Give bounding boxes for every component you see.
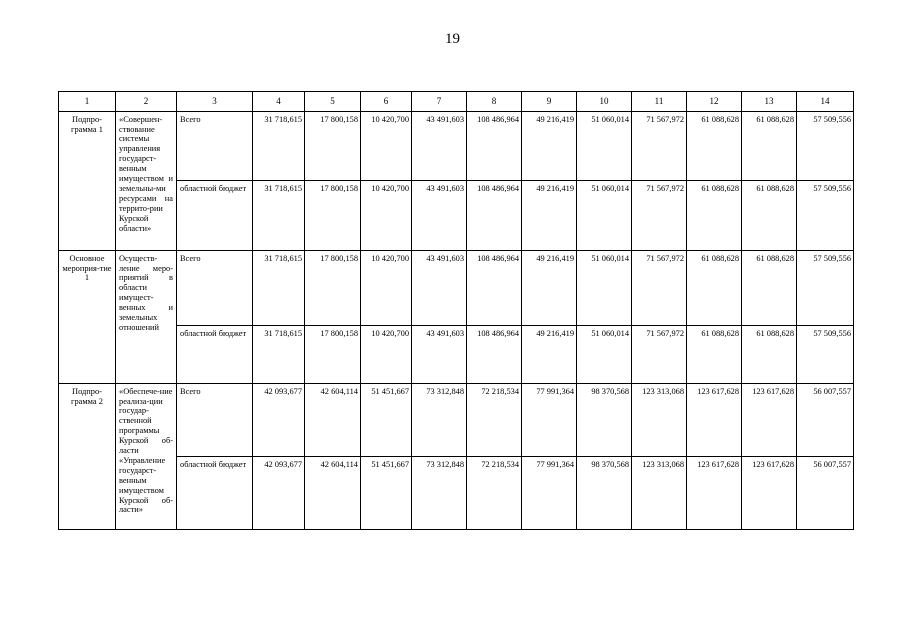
table-row (59, 180, 854, 250)
value-cell: 51 060,014 (577, 111, 632, 180)
table-row (59, 325, 854, 383)
value-cell: 31 718,615 (253, 325, 305, 383)
value-cell: 49 216,419 (522, 250, 577, 325)
value-cell: 43 491,603 (412, 325, 467, 383)
value-cell: 31 718,615 (253, 250, 305, 325)
column-header: 8 (467, 92, 522, 112)
column-header: 9 (522, 92, 577, 112)
program-name-cell: «Обеспече-ние реализа-ции государ-ственной программы Курской об-ласти «Управление государст-венным имуществом Курской об-ласти» (116, 383, 177, 529)
column-header: 6 (361, 92, 412, 112)
value-cell: 61 088,628 (687, 180, 742, 250)
value-cell: 43 491,603 (412, 111, 467, 180)
program-name-cell: Осуществ-ление меро-приятий в области имущест-венных и земельных отношений (116, 250, 177, 383)
value-cell: 49 216,419 (522, 325, 577, 383)
table-row (59, 383, 854, 456)
value-cell: 43 491,603 (412, 180, 467, 250)
value-cell: 17 800,158 (305, 180, 361, 250)
funding-source-cell: Всего (177, 250, 253, 325)
value-cell: 57 509,556 (797, 325, 854, 383)
value-cell: 98 370,568 (577, 383, 632, 456)
value-cell: 43 491,603 (412, 250, 467, 325)
value-cell: 123 617,628 (742, 456, 797, 529)
column-header: 14 (797, 92, 854, 112)
value-cell: 123 313,068 (632, 456, 687, 529)
value-cell: 17 800,158 (305, 111, 361, 180)
column-header: 4 (253, 92, 305, 112)
value-cell: 51 451,667 (361, 383, 412, 456)
column-header: 5 (305, 92, 361, 112)
column-header: 11 (632, 92, 687, 112)
value-cell: 51 451,667 (361, 456, 412, 529)
value-cell: 17 800,158 (305, 325, 361, 383)
table-row (59, 456, 854, 529)
funding-source-cell: областной бюджет (177, 456, 253, 529)
value-cell: 108 486,964 (467, 180, 522, 250)
value-cell: 108 486,964 (467, 111, 522, 180)
value-cell: 123 617,628 (742, 383, 797, 456)
value-cell: 71 567,972 (632, 180, 687, 250)
value-cell: 61 088,628 (687, 325, 742, 383)
program-code-cell: Основное мероприя-тие 1 (59, 250, 116, 383)
value-cell: 57 509,556 (797, 111, 854, 180)
value-cell: 77 991,364 (522, 456, 577, 529)
value-cell: 71 567,972 (632, 111, 687, 180)
value-cell: 108 486,964 (467, 250, 522, 325)
value-cell: 73 312,848 (412, 383, 467, 456)
value-cell: 61 088,628 (742, 180, 797, 250)
value-cell: 56 007,557 (797, 383, 854, 456)
table-row (59, 111, 854, 180)
value-cell: 77 991,364 (522, 383, 577, 456)
table-row (59, 250, 854, 325)
value-cell: 42 604,114 (305, 456, 361, 529)
value-cell: 10 420,700 (361, 325, 412, 383)
value-cell: 123 617,628 (687, 456, 742, 529)
value-cell: 49 216,419 (522, 180, 577, 250)
value-cell: 61 088,628 (687, 250, 742, 325)
value-cell: 108 486,964 (467, 325, 522, 383)
value-cell: 61 088,628 (742, 111, 797, 180)
value-cell: 10 420,700 (361, 250, 412, 325)
value-cell: 98 370,568 (577, 456, 632, 529)
value-cell: 42 604,114 (305, 383, 361, 456)
value-cell: 10 420,700 (361, 180, 412, 250)
value-cell: 42 093,677 (253, 456, 305, 529)
value-cell: 61 088,628 (687, 111, 742, 180)
value-cell: 17 800,158 (305, 250, 361, 325)
value-cell: 56 007,557 (797, 456, 854, 529)
funding-source-cell: Всего (177, 383, 253, 456)
page-number: 19 (445, 31, 460, 47)
column-header: 1 (59, 92, 116, 112)
value-cell: 10 420,700 (361, 111, 412, 180)
value-cell: 71 567,972 (632, 325, 687, 383)
value-cell: 49 216,419 (522, 111, 577, 180)
value-cell: 72 218,534 (467, 383, 522, 456)
program-code-cell: Подпро-грамма 1 (59, 111, 116, 250)
value-cell: 51 060,014 (577, 250, 632, 325)
value-cell: 51 060,014 (577, 180, 632, 250)
value-cell: 61 088,628 (742, 325, 797, 383)
value-cell: 123 617,628 (687, 383, 742, 456)
table-header-row (59, 92, 854, 112)
value-cell: 123 313,068 (632, 383, 687, 456)
value-cell: 61 088,628 (742, 250, 797, 325)
value-cell: 57 509,556 (797, 250, 854, 325)
value-cell: 51 060,014 (577, 325, 632, 383)
value-cell: 72 218,534 (467, 456, 522, 529)
value-cell: 57 509,556 (797, 180, 854, 250)
value-cell: 42 093,677 (253, 383, 305, 456)
program-code-cell: Подпро-грамма 2 (59, 383, 116, 529)
value-cell: 73 312,848 (412, 456, 467, 529)
column-header: 7 (412, 92, 467, 112)
value-cell: 31 718,615 (253, 111, 305, 180)
funding-source-cell: Всего (177, 111, 253, 180)
funding-source-cell: областной бюджет (177, 325, 253, 383)
funding-source-cell: областной бюджет (177, 180, 253, 250)
value-cell: 31 718,615 (253, 180, 305, 250)
column-header: 3 (177, 92, 253, 112)
value-cell: 71 567,972 (632, 250, 687, 325)
column-header: 2 (116, 92, 177, 112)
column-header: 13 (742, 92, 797, 112)
program-name-cell: «Совершен-ствование системы управления государст-венным имуществом и земельны-ми ресурсами на террито-рии Курской области» (116, 111, 177, 250)
column-header: 10 (577, 92, 632, 112)
budget-table (58, 91, 854, 530)
column-header: 12 (687, 92, 742, 112)
